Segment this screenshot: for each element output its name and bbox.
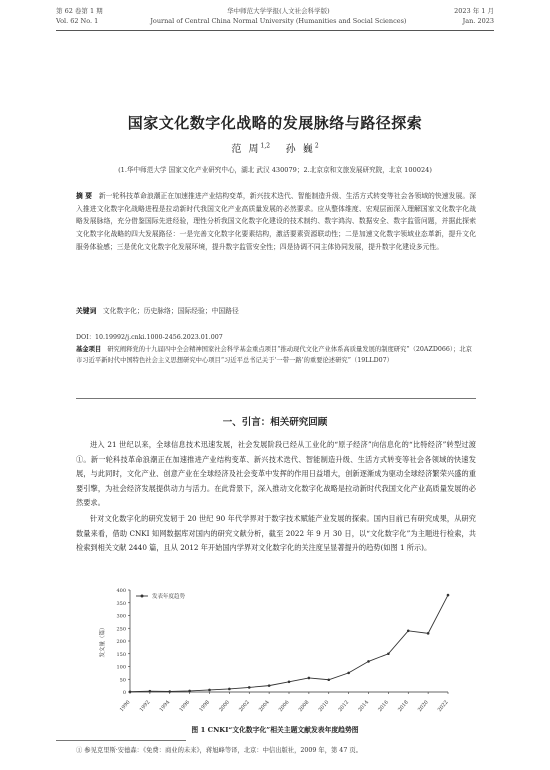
keywords: [76, 305, 476, 315]
data-point: [367, 660, 370, 663]
author-name: 范 周: [231, 144, 261, 155]
body-paragraph: 针对文化数字化的研究发轫于 20 世纪 90 年代学界对于数字技术赋能产业发展的探索。国内目前已有研究成果，从研究数量来看，借助 CNKI 知网数据库对国内的研究文献分析，截至 2022 年 9 月 30 日，以“文化数字化”为主题进行检索，共检索到相关文献 2440 篇，且从 2012 年开始国内学界对文化数字化的关注度呈显著提升的趋势(如图 1 所示)。: [76, 514, 476, 553]
abstract-label: 摘 要: [76, 192, 93, 200]
data-point: [407, 630, 410, 633]
abstract-text: 新一轮科技革命浪潮正在加速推进产业结构变革，新兴技术迭代、智能制造升级、生活方式转变等社会各领域的快速发展。深入推进文化数字化战略进程是拉动新时代我国文化产业高质量发展的必然要求。应从整体维度、宏观层面深入理解国家文化数字化战略发展脉络，充分借鉴国际先进经验，理性分析我国文化数字化建设的技术制约、数字鸿沟、数据安全、数字监管问题，并据此探索文化数字化战略的四大发展路径：一是完善文化数字化要素结构，激活要素资源联动性；二是加速文化数字领域业态革新，提升文化服务体验感；三是优化文化数字化发展环境，提升数字监管安全性；四是协调不同主体协同发展，提升数字化建设多元性。: [76, 192, 477, 251]
x-tick-label: 2022: [436, 699, 450, 714]
y-tick-label: 400: [116, 588, 126, 594]
author-line: [0, 140, 550, 155]
fund-text: 研究阐释党的十九届四中全会精神国家社会科学基金重点项目“推动现代文化产业体系高质量发展的制度研究”（20AZD066）；北京市习近平新时代中国特色社会主义思想研究中心项目“习近平总书记关于‘一带一路’的重要论述研究”（19LLD07）: [76, 345, 472, 364]
header-date-cn: 2023 年 1 月: [454, 7, 494, 15]
author-name: 孙 巍: [285, 144, 315, 155]
x-tick-label: 1994: [158, 699, 172, 714]
data-point: [268, 684, 271, 687]
chart-plot-area: [98, 588, 450, 713]
x-tick-label: 1992: [138, 699, 152, 714]
header-journal-cn: 华中师范大学学报(人文社会科学版): [227, 7, 330, 15]
data-point: [347, 672, 350, 675]
x-tick-label: 1996: [178, 699, 192, 714]
y-tick-label: 100: [116, 664, 126, 671]
x-tick-label: 2016: [377, 699, 390, 714]
running-header: [56, 6, 494, 26]
x-tick-label: 2006: [277, 699, 291, 714]
article-meta: [76, 332, 476, 367]
x-tick-label: 2002: [238, 699, 251, 714]
section-heading: 一、引言：相关研究回顾: [222, 417, 328, 428]
keywords-text: 文化数字化；历史脉络；国际经验；中国路径: [102, 307, 239, 315]
header-volume-en: Vol. 62 No. 1: [56, 17, 99, 25]
abstract: [76, 190, 476, 254]
data-point: [168, 690, 171, 693]
y-tick-label: 200: [116, 639, 126, 645]
y-tick-label: 0: [122, 690, 126, 696]
figure-caption: 图 1 CNKI“文化数字化”相关主题文献发表年度趋势图: [191, 726, 359, 734]
x-tick-label: 2004: [257, 699, 271, 714]
header-volume: [56, 6, 103, 26]
meta-divider: [76, 398, 476, 399]
body-paragraph: 进入 21 世纪以来，全球信息技术迅速发展，社会发展阶段已经从工业化的“原子经济”向信息化的“比特经济”转型过渡①。新一轮科技革命浪潮正在加速推进产业结构变革、新兴技术迭代、智能制造升级、生活方式转变等社会各领域的快速发展，与此同时，文化产业、创意产业在全球经济及社会变革中发挥的作用日益增大，创新逐渐成为驱动全球经济繁荣兴盛的重要引擎，为社会经济发展提供动力与活力。在此背景下，深入推动文化数字化战略是拉动新时代我国文化产业高质量发展的必然要求。: [76, 440, 476, 508]
author-affil-mark: 2: [314, 142, 319, 150]
author-affil-mark: 1,2: [260, 142, 271, 150]
affiliation: (1.华中师范大学 国家文化产业研究中心，湖北 武汉 430079；2.北京京和文旅发展研究院，北京 100024): [118, 166, 432, 174]
paper-title: 国家文化数字化战略的发展脉络与路径探索: [127, 114, 423, 132]
footnote: ① 参见克里斯·安德森：《免费：商业的未来》，蒋旭峰等译，北京：中信出版社，2009 年，第 47 页。: [76, 747, 362, 754]
fund-info: [76, 344, 476, 367]
header-date: [454, 6, 494, 26]
fund-label: 基金项目: [76, 345, 102, 353]
keywords-label: 关键词: [76, 307, 97, 315]
x-tick-label: 2012: [337, 699, 351, 714]
x-tick-label: 2010: [317, 699, 331, 714]
series-line: [130, 595, 448, 692]
data-point: [427, 632, 430, 635]
data-point: [208, 689, 211, 692]
header-date-en: Jan. 2023: [462, 17, 494, 25]
data-point: [149, 690, 152, 693]
data-point: [129, 690, 132, 693]
y-tick-label: 50: [119, 677, 126, 684]
header-journal-en: Journal of Central China Normal University (Humanities and Social Sciences): [150, 17, 407, 25]
footnote-divider: [56, 740, 186, 741]
data-point: [308, 677, 311, 680]
data-point: [327, 678, 330, 681]
data-point: [447, 594, 450, 597]
header-journal: [150, 6, 406, 26]
y-tick-label: 300: [116, 613, 126, 620]
x-tick-label: 2020: [416, 699, 430, 714]
legend-marker: [141, 595, 144, 598]
data-point: [387, 652, 390, 655]
x-tick-label: 2014: [357, 699, 371, 714]
x-tick-label: 2008: [297, 699, 311, 714]
data-point: [228, 688, 231, 691]
x-tick-label: 1998: [198, 699, 212, 714]
y-tick-label: 350: [116, 600, 126, 607]
trend-chart: [96, 580, 456, 720]
y-tick-label: 250: [116, 626, 126, 633]
x-tick-label: 2018: [397, 699, 410, 714]
y-axis-label: 发文量（篇）: [100, 624, 106, 658]
data-point: [188, 690, 191, 693]
legend-label: 发表年度趋势: [152, 594, 186, 600]
x-tick-label: 2000: [218, 699, 231, 714]
data-point: [248, 686, 251, 689]
data-point: [288, 681, 291, 684]
y-tick-label: 150: [116, 651, 126, 658]
header-divider: [56, 30, 494, 31]
header-volume-cn: 第 62 卷第 1 期: [56, 7, 103, 15]
doi: DOI：10.19992/j.cnki.1000-2456.2023.01.007: [76, 334, 223, 341]
x-tick-label: 1990: [118, 699, 132, 714]
